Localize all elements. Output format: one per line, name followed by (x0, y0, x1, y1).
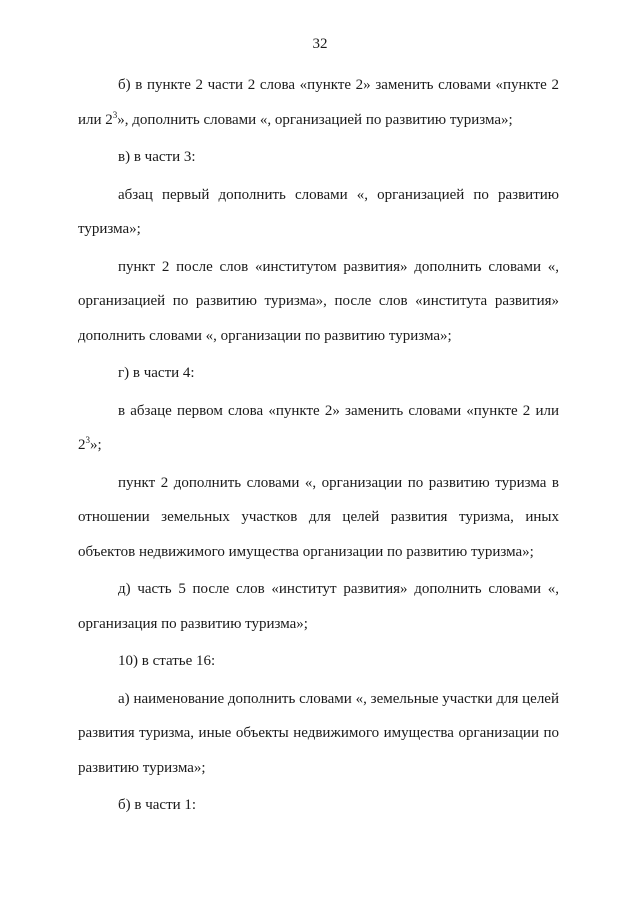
paragraph-abzats-first-words (78, 394, 559, 463)
document-body (78, 68, 559, 823)
paragraph-text: »; (90, 437, 102, 453)
paragraph-punkt-2-institute: пункт 2 после слов «институтом развития» дополнить словами «, организацией по развитию туризма», после слов «института развития» дополнить словами «, организации по развитию туризма»; (78, 258, 559, 344)
paragraph-text: в абзаце первом слова «пункте 2» заменить словами «пункте 2 или 2 (78, 402, 559, 453)
page-number: 32 (312, 36, 328, 52)
paragraph-g-part-4: г) в части 4: (118, 365, 195, 381)
superscript: 3 (112, 109, 118, 120)
paragraph-a-name: а) наименование дополнить словами «, земельные участки для целей развития туризма, иные объекты недвижимого имущества организации по развитию туризма»; (78, 690, 559, 776)
paragraph-text: б) в пункте 2 части 2 слова «пункте 2» заменить словами «пункте 2 или 2 (78, 77, 559, 128)
superscript: 3 (85, 435, 90, 445)
paragraph-first-abzats: абзац первый дополнить словами «, организацией по развитию туризма»; (78, 186, 559, 237)
paragraph-v-part-3: в) в части 3: (118, 149, 196, 165)
paragraph-b-part-1: б) в части 1: (118, 797, 197, 813)
paragraph-text: », дополнить словами «, организацией по развитию туризма»; (117, 111, 513, 128)
paragraph-article-16: 10) в статье 16: (118, 653, 216, 669)
paragraph-punkt-2-land: пункт 2 дополнить словами «, организации по развитию туризма в отношении земельных участков для целей развития туризма, иных объектов недвижимого имущества организации по развитию туризма»; (78, 474, 559, 560)
paragraph-b-part-2 (78, 68, 559, 137)
paragraph-d-part-5: д) часть 5 после слов «институт развития» дополнить словами «, организация по развитию туризма»; (78, 581, 559, 632)
